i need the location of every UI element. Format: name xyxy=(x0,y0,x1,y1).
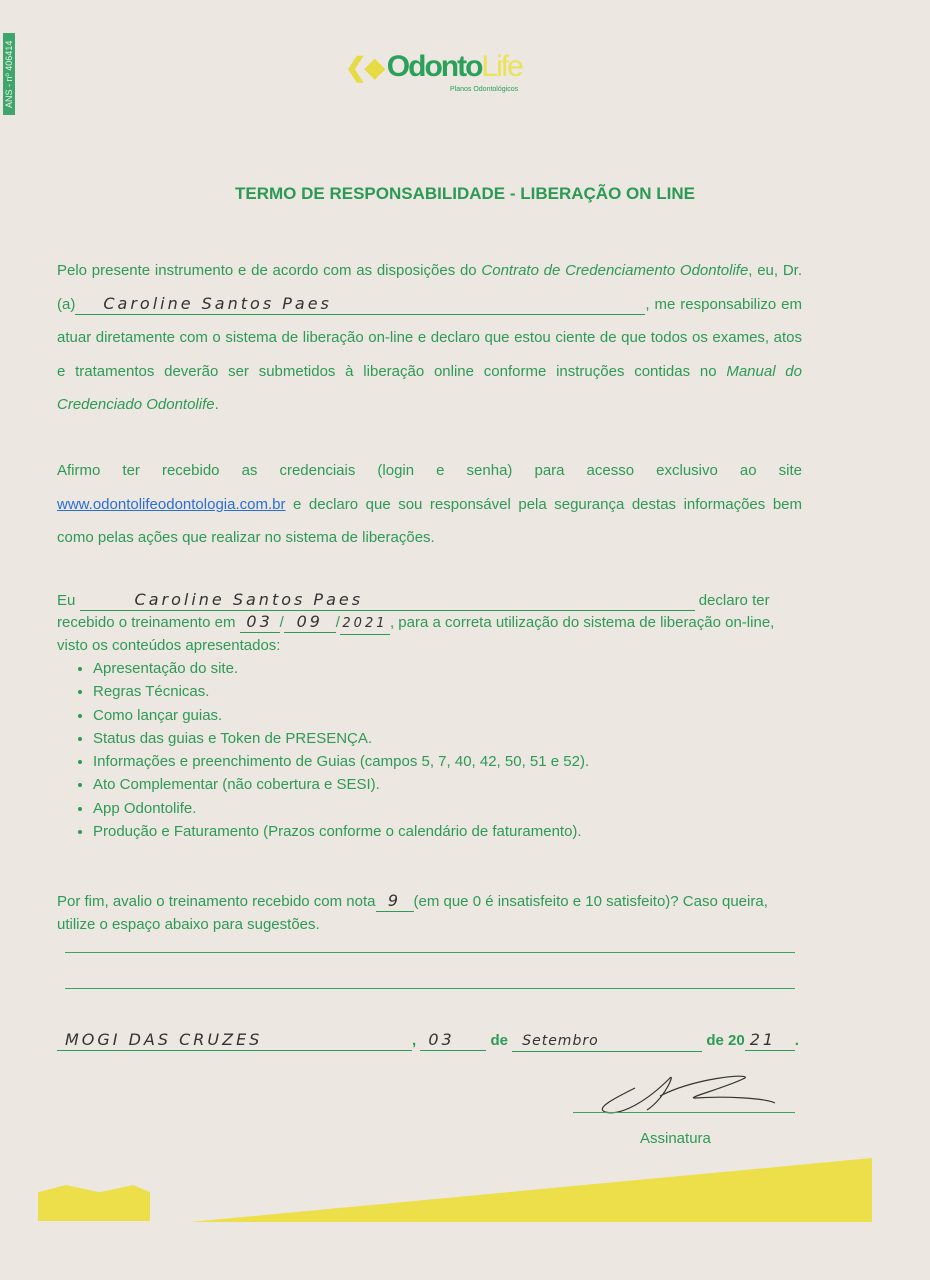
text: Por fim, avalio o treinamento recebido com nota xyxy=(57,893,376,910)
ans-badge: ANS - nº 406414 xyxy=(3,33,15,115)
date-line: MOGI DAS CRUZES , 03 de Setembro de 20 21 . xyxy=(57,1030,799,1052)
list-item: • Ato Complementar (não cobertura e SESI). xyxy=(93,773,802,796)
text: recebido o treinamento em xyxy=(57,614,236,631)
manual-name: Manual do Credenciado Odontolife xyxy=(57,362,802,413)
paragraph-training: Eu Caroline Santos Paes declaro ter recebido o treinamento em 03 / 09 / 2021 , para a correta utilização do sistema de liberação on-line, visto os conteúdos apresentados: • Apresentação do site. • Regras Técnicas. • Como lançar guias. • Status das guias e Token de PRESENÇA. • Informações e preenchimento de Guias (campos 5, 7, 40, 42, 50, 51 e 52). • Ato Complementar (não cobertura e SESI). • App Odontolife. • Produção e Faturamento (Prazos conforme o calendário de faturamento). xyxy=(57,590,802,843)
list-item: • Como lançar guias. xyxy=(93,704,802,727)
footer-stripe xyxy=(190,1158,872,1222)
paragraph-credentials xyxy=(57,454,802,555)
year-field[interactable]: 21 xyxy=(745,1030,795,1051)
list-item: • App Odontolife. xyxy=(93,797,802,820)
document-title: TERMO DE RESPONSABILIDADE - LIBERAÇÃO ON LINE xyxy=(235,184,695,203)
leaf-icon: ❮◆ xyxy=(345,52,383,82)
text: Afirmo ter recebido as credenciais (login e senha) para acesso exclusivo ao site xyxy=(57,462,802,479)
month-field[interactable]: Setembro xyxy=(512,1031,702,1052)
website-link[interactable]: www.odontolifeodontologia.com.br xyxy=(57,495,286,513)
list-item: • Regras Técnicas. xyxy=(93,680,802,703)
rating-score-field[interactable]: 9 xyxy=(376,891,414,912)
doctor-name-field[interactable]: Caroline Santos Paes xyxy=(75,294,645,315)
rating-paragraph xyxy=(57,890,802,936)
signature-line[interactable] xyxy=(573,1112,795,1113)
list-item: • Status das guias e Token de PRESENÇA. xyxy=(93,727,802,750)
list-item: • Produção e Faturamento (Prazos conforme o calendário de faturamento). xyxy=(93,820,802,843)
day-field[interactable]: 03 xyxy=(420,1030,486,1051)
training-year-field[interactable]: 2021 xyxy=(340,614,390,635)
list-item: • Apresentação do site. xyxy=(93,657,802,680)
trainee-name-field[interactable]: Caroline Santos Paes xyxy=(80,590,695,611)
list-item: • Informações e preenchimento de Guias (campos 5, 7, 40, 42, 50, 51 e 52). xyxy=(93,750,802,773)
text: . xyxy=(214,396,219,413)
city-field[interactable]: MOGI DAS CRUZES xyxy=(57,1030,412,1051)
suggestion-line-1[interactable] xyxy=(65,952,795,953)
text: de 20 xyxy=(706,1032,745,1049)
suggestion-line-2[interactable] xyxy=(65,988,795,989)
logo-main: Odonto xyxy=(386,50,482,83)
logo-tagline: Planos Odontológicos xyxy=(450,86,519,93)
contract-name: Contrato de Credenciamento Odontolife xyxy=(481,262,749,279)
logo-accent: Life xyxy=(481,50,522,83)
text: , eu, Dr.(a) xyxy=(57,262,802,313)
text: , para a correta utilização do sistema de liberação on-line, visto os conteúdos apresentados: xyxy=(57,614,775,654)
contents-list xyxy=(57,657,802,843)
text: e declaro que sou responsável pela segurança destas informações bem como pelas ações que realizar no sistema de liberações. xyxy=(57,495,802,546)
text: me responsabilizo em atuar diretamente com o sistema de liberação on-line e declaro que estou ciente de que todos os exames, atos e tratamentos deverão ser submetidos à liberação online conforme instruções contidas no xyxy=(57,295,802,380)
paragraph-declaration: Pelo presente instrumento e de acordo com as disposições do Contrato de Credenciamento Odontolife, eu, Dr.(a) Caroline Santos Paes , me responsabilizo em atuar diretamente com o sistema de liberação on-line e declaro que estou ciente de que todos os exames, atos e tratamentos deverão ser submetidos à liberação online conforme instruções contidas no Manual do Credenciado Odontolife. xyxy=(57,262,802,413)
text: Eu xyxy=(57,592,76,609)
odontolife-logo xyxy=(345,50,522,84)
text: de xyxy=(490,1032,509,1049)
training-month-field[interactable]: 09 xyxy=(284,612,336,633)
text: (em que 0 é insatisfeito e 10 satisfeito)? Caso queira, utilize o espaço abaixo para sugestões. xyxy=(57,893,768,933)
training-day-field[interactable]: 03 xyxy=(240,612,280,633)
footer-graphic xyxy=(38,1185,150,1221)
text: declaro ter xyxy=(698,592,770,609)
text: Pelo presente instrumento e de acordo com as disposições do xyxy=(57,262,482,279)
signature-label: Assinatura xyxy=(640,1130,711,1147)
